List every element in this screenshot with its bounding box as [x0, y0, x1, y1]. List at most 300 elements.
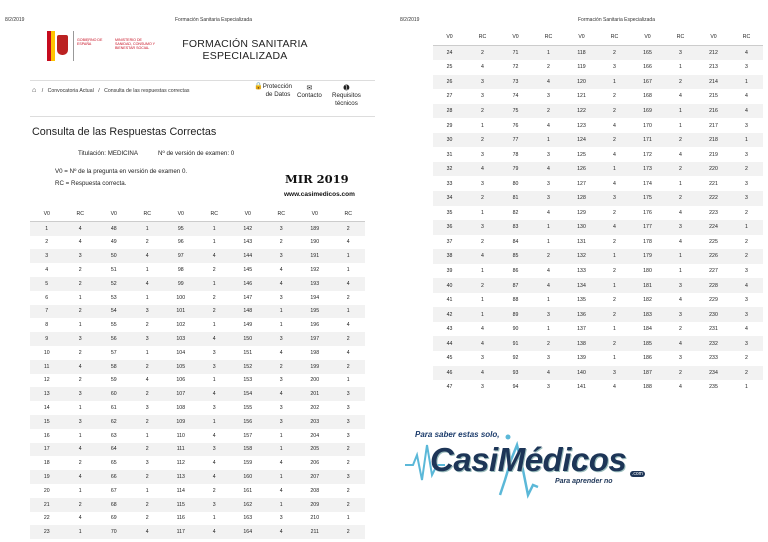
cell-question-number: 106	[176, 377, 186, 384]
cell-question-number: 90	[512, 326, 519, 333]
cell-question-number: 28	[433, 104, 466, 119]
cell-question-number: 229	[709, 297, 718, 304]
cell-correct-answer: 2	[64, 305, 98, 319]
cell-question-number: 96	[177, 239, 184, 246]
column-header-rc: RC	[332, 207, 366, 221]
cell-question-number: 99	[164, 277, 198, 291]
column-header-v0: V0	[30, 207, 64, 221]
table-row	[433, 162, 763, 177]
cell-question-number: 141	[577, 384, 586, 391]
cell-question-number: 101	[164, 305, 198, 319]
table-row	[433, 147, 763, 162]
cell-question-number: 193	[298, 277, 332, 291]
cell-correct-answer: 2	[532, 249, 565, 264]
cell-question-number: 16	[43, 432, 50, 439]
table-row	[433, 249, 763, 264]
cell-question-number: 82	[512, 209, 519, 216]
cell-question-number: 197	[298, 332, 332, 346]
cell-correct-answer: 4	[466, 249, 499, 264]
cell-correct-answer: 1	[145, 294, 149, 301]
cell-question-number: 5	[30, 277, 64, 291]
cell-question-number: 225	[709, 238, 718, 245]
cell-question-number: 3	[30, 249, 64, 263]
cell-question-number: 80	[512, 180, 519, 187]
cell-question-number: 92	[512, 355, 519, 362]
cell-correct-answer: 1	[730, 220, 763, 235]
logo-ministry-text: MINISTERIO DE SANIDAD, CONSUMO Y BIENESTAR SOCIAL	[115, 38, 156, 51]
cell-correct-answer: 2	[212, 294, 216, 301]
cell-correct-answer: 1	[198, 415, 232, 429]
cell-question-number: 102	[176, 322, 186, 329]
cell-question-number: 68	[97, 498, 131, 512]
cell-correct-answer: 2	[613, 93, 616, 100]
cell-correct-answer: 1	[346, 515, 350, 522]
cell-question-number: 64	[97, 443, 131, 457]
cell-question-number: 178	[643, 238, 652, 245]
cell-correct-answer: 4	[466, 366, 499, 381]
column-header-v0: V0	[97, 207, 131, 221]
cell-correct-answer: 2	[613, 267, 616, 274]
cell-correct-answer: 4	[279, 267, 283, 274]
government-logo[interactable]	[47, 31, 157, 61]
cell-correct-answer: 1	[332, 305, 366, 319]
cell-question-number: 10	[43, 349, 50, 356]
cell-question-number: 230	[697, 307, 730, 322]
cell-question-number: 142	[231, 221, 265, 235]
cell-question-number: 21	[30, 498, 64, 512]
cell-question-number: 137	[577, 326, 586, 333]
cell-correct-answer: 4	[679, 238, 682, 245]
cell-correct-answer: 2	[679, 326, 682, 333]
cell-question-number: 181	[631, 278, 664, 293]
nav-requisitos-line1: Requisitos	[332, 92, 361, 99]
nav-requisitos[interactable]	[332, 85, 361, 107]
cell-correct-answer: 4	[78, 239, 82, 246]
cell-correct-answer: 3	[745, 180, 748, 187]
column-header-rc: RC	[664, 30, 697, 45]
cell-question-number: 157	[243, 432, 253, 439]
cell-correct-answer: 1	[679, 180, 682, 187]
cell-question-number: 33	[446, 180, 453, 187]
cell-question-number: 147	[243, 294, 253, 301]
cell-correct-answer: 1	[78, 294, 82, 301]
cell-question-number: 184	[643, 326, 652, 333]
column-header-rc: RC	[131, 207, 165, 221]
cell-correct-answer: 2	[532, 104, 565, 119]
cell-correct-answer: 2	[145, 322, 149, 329]
cell-question-number: 61	[110, 405, 117, 412]
cell-correct-answer: 2	[613, 297, 616, 304]
cell-correct-answer: 4	[131, 249, 165, 263]
cell-correct-answer: 3	[745, 267, 748, 274]
cell-question-number: 128	[565, 191, 598, 206]
cell-question-number: 202	[310, 405, 320, 412]
cell-correct-answer: 3	[745, 151, 748, 158]
cell-question-number: 52	[97, 277, 131, 291]
cell-correct-answer: 1	[481, 267, 484, 274]
table-row	[433, 380, 763, 395]
cell-correct-answer: 3	[481, 384, 484, 391]
envelope-icon: ✉	[306, 85, 313, 92]
cell-question-number: 38	[433, 249, 466, 264]
cell-question-number: 159	[243, 460, 253, 467]
cell-correct-answer: 2	[131, 360, 165, 374]
cell-question-number: 104	[176, 349, 186, 356]
table-row	[30, 512, 365, 526]
cell-question-number: 93	[499, 366, 532, 381]
cell-question-number: 125	[577, 151, 586, 158]
cell-correct-answer: 4	[481, 64, 484, 71]
cell-correct-answer: 3	[64, 415, 98, 429]
watermark-website: www.casimedicos.com	[284, 191, 355, 198]
cell-correct-answer: 1	[212, 239, 216, 246]
cell-question-number: 118	[565, 45, 598, 60]
cell-correct-answer: 3	[131, 332, 165, 346]
cell-correct-answer: 3	[664, 45, 697, 60]
cell-correct-answer: 3	[279, 405, 283, 412]
cell-question-number: 195	[298, 305, 332, 319]
cell-question-number: 29	[446, 122, 453, 129]
cell-question-number: 185	[631, 336, 664, 351]
brand-title-line1: FORMACIÓN SANITARIA	[182, 38, 308, 50]
cell-correct-answer: 1	[145, 487, 149, 494]
cell-correct-answer: 4	[212, 460, 216, 467]
cell-correct-answer: 1	[279, 432, 283, 439]
cell-correct-answer: 3	[730, 191, 763, 206]
cell-question-number: 30	[433, 133, 466, 148]
cell-question-number: 136	[565, 307, 598, 322]
cell-correct-answer: 1	[265, 443, 299, 457]
cell-question-number: 14	[43, 405, 50, 412]
table-row	[433, 89, 763, 104]
cell-correct-answer: 1	[145, 267, 149, 274]
cell-question-number: 84	[512, 238, 519, 245]
cell-correct-answer: 3	[745, 64, 748, 71]
cell-correct-answer: 2	[64, 277, 98, 291]
cell-question-number: 76	[512, 122, 519, 129]
cell-correct-answer: 2	[78, 377, 82, 384]
print-date-right: 8/2/2019	[400, 17, 420, 23]
promo-brand-name[interactable]: CasiMédicos	[430, 441, 627, 478]
cell-correct-answer: 3	[679, 355, 682, 362]
cell-correct-answer: 4	[64, 221, 98, 235]
cell-question-number: 232	[697, 336, 730, 351]
brand-title-line2: ESPECIALIZADA	[202, 49, 288, 62]
cell-correct-answer: 3	[346, 405, 350, 412]
cell-correct-answer: 3	[598, 366, 631, 381]
cell-correct-answer: 3	[64, 249, 98, 263]
cell-question-number: 105	[164, 360, 198, 374]
table-row	[433, 322, 763, 337]
table-row	[433, 336, 763, 351]
cell-correct-answer: 4	[131, 277, 165, 291]
table-row	[30, 332, 365, 346]
page-title: Consulta de las Respuestas Correctas	[32, 126, 217, 138]
cell-question-number: 151	[243, 349, 253, 356]
cell-correct-answer: 2	[481, 238, 484, 245]
cell-question-number: 19	[30, 470, 64, 484]
cell-question-number: 143	[243, 239, 253, 246]
cell-question-number: 168	[643, 93, 652, 100]
cell-question-number: 37	[446, 238, 453, 245]
table-row	[433, 351, 763, 366]
cell-correct-answer: 4	[64, 443, 98, 457]
cell-question-number: 173	[631, 162, 664, 177]
cell-question-number: 130	[565, 220, 598, 235]
cell-correct-answer: 1	[664, 249, 697, 264]
cell-question-number: 191	[298, 249, 332, 263]
cell-correct-answer: 3	[131, 305, 165, 319]
cell-correct-answer: 4	[532, 75, 565, 90]
column-header-rc: RC	[265, 207, 299, 221]
cell-question-number: 206	[310, 460, 320, 467]
cell-question-number: 186	[643, 355, 652, 362]
table-row	[433, 176, 763, 191]
cell-correct-answer: 1	[198, 277, 232, 291]
cell-question-number: 114	[176, 487, 185, 494]
cell-correct-answer: 4	[532, 162, 565, 177]
cell-question-number: 145	[243, 267, 253, 274]
table-row	[30, 456, 365, 470]
cell-question-number: 110	[176, 432, 185, 439]
table-row	[30, 374, 365, 388]
cell-question-number: 158	[231, 443, 265, 457]
cell-question-number: 1	[30, 221, 64, 235]
cell-question-number: 148	[231, 305, 265, 319]
cell-question-number: 4	[45, 267, 49, 274]
cell-correct-answer: 3	[332, 415, 366, 429]
breadcrumb-convocatoria[interactable]: Convocatoria Actual	[47, 88, 94, 94]
cell-question-number: 60	[97, 387, 131, 401]
cell-question-number: 69	[110, 515, 117, 522]
nav-proteccion-datos[interactable]	[254, 83, 292, 98]
cell-question-number: 235	[709, 384, 718, 391]
cell-correct-answer: 2	[198, 305, 232, 319]
cell-correct-answer: 3	[547, 93, 550, 100]
cell-correct-answer: 1	[547, 238, 550, 245]
cell-correct-answer: 2	[131, 415, 165, 429]
cell-question-number: 187	[631, 366, 664, 381]
cell-question-number: 115	[164, 498, 198, 512]
cell-correct-answer: 1	[598, 249, 631, 264]
cell-question-number: 103	[164, 332, 198, 346]
cell-question-number: 34	[433, 191, 466, 206]
cell-question-number: 220	[697, 162, 730, 177]
cell-correct-answer: 1	[664, 104, 697, 119]
cell-correct-answer: 2	[466, 133, 499, 148]
cell-question-number: 63	[110, 432, 117, 439]
column-header-rc: RC	[198, 207, 232, 221]
cell-question-number: 150	[231, 332, 265, 346]
cell-question-number: 108	[176, 405, 186, 412]
cell-correct-answer: 3	[346, 432, 350, 439]
cell-question-number: 66	[97, 470, 131, 484]
cell-correct-answer: 2	[332, 360, 366, 374]
cell-question-number: 9	[30, 332, 64, 346]
cell-correct-answer: 4	[679, 93, 682, 100]
cell-correct-answer: 4	[613, 180, 616, 187]
cell-correct-answer: 4	[265, 525, 299, 539]
cell-correct-answer: 3	[466, 220, 499, 235]
column-header-v0: V0	[164, 207, 198, 221]
cell-correct-answer: 2	[730, 366, 763, 381]
cell-question-number: 189	[298, 221, 332, 235]
nav-proteccion-line1: Protección	[262, 83, 292, 90]
column-header-v0: V0	[231, 207, 265, 221]
flag-stripe	[51, 31, 55, 61]
cell-question-number: 165	[631, 45, 664, 60]
cell-correct-answer: 1	[481, 209, 484, 216]
cell-correct-answer: 3	[212, 349, 216, 356]
cell-question-number: 112	[176, 460, 185, 467]
cell-question-number: 196	[310, 322, 320, 329]
table-row	[433, 220, 763, 235]
table-row	[433, 118, 763, 133]
promo-top-text: Para saber estas solo,	[415, 430, 500, 439]
table-row	[433, 45, 763, 60]
cell-correct-answer: 3	[547, 151, 550, 158]
cell-question-number: 86	[512, 267, 519, 274]
header-divider	[30, 80, 375, 81]
cell-correct-answer: 1	[745, 384, 748, 391]
cell-correct-answer: 1	[332, 249, 366, 263]
cell-correct-answer: 4	[198, 525, 232, 539]
watermark-mir-title: MIR 2019	[285, 172, 349, 186]
cell-correct-answer: 3	[198, 360, 232, 374]
cell-question-number: 228	[697, 278, 730, 293]
cell-correct-answer: 4	[532, 278, 565, 293]
cell-question-number: 155	[243, 405, 253, 412]
cell-correct-answer: 2	[664, 162, 697, 177]
cell-correct-answer: 3	[547, 180, 550, 187]
cell-correct-answer: 4	[131, 525, 165, 539]
cell-question-number: 167	[631, 75, 664, 90]
cell-question-number: 36	[433, 220, 466, 235]
nav-contacto[interactable]	[297, 85, 322, 100]
table-row	[433, 235, 763, 250]
cell-question-number: 138	[565, 336, 598, 351]
cell-correct-answer: 3	[64, 332, 98, 346]
cell-question-number: 198	[310, 349, 320, 356]
cell-correct-answer: 3	[481, 180, 484, 187]
cell-question-number: 223	[709, 209, 718, 216]
brand-title	[170, 39, 320, 62]
table-row	[433, 60, 763, 75]
cell-question-number: 62	[97, 415, 131, 429]
cell-question-number: 119	[577, 64, 586, 71]
cell-correct-answer: 1	[679, 122, 682, 129]
cell-correct-answer: 2	[466, 191, 499, 206]
titulacion-label: Titulación: MEDICINA	[78, 150, 138, 157]
cell-correct-answer: 4	[198, 332, 232, 346]
cell-correct-answer: 4	[481, 326, 484, 333]
cell-correct-answer: 1	[212, 515, 216, 522]
table-row	[30, 525, 365, 539]
cell-correct-answer: 4	[332, 277, 366, 291]
logo-government-text: GOBIERNO DE ESPAÑA	[77, 38, 103, 47]
cell-correct-answer: 2	[598, 133, 631, 148]
cell-question-number: 164	[231, 525, 265, 539]
cell-question-number: 224	[697, 220, 730, 235]
cell-correct-answer: 2	[664, 191, 697, 206]
cell-correct-answer: 4	[198, 249, 232, 263]
cell-question-number: 31	[446, 151, 453, 158]
column-header-v0: V0	[298, 207, 332, 221]
cell-question-number: 162	[231, 498, 265, 512]
cell-question-number: 120	[565, 75, 598, 90]
home-icon[interactable]: ⌂	[32, 87, 37, 94]
table-row	[433, 75, 763, 90]
cell-correct-answer: 2	[547, 64, 550, 71]
coat-of-arms-icon	[57, 35, 68, 55]
cell-question-number: 208	[310, 487, 320, 494]
cell-correct-answer: 2	[131, 387, 165, 401]
cell-question-number: 15	[30, 415, 64, 429]
table-row	[30, 236, 365, 250]
cell-question-number: 179	[631, 249, 664, 264]
cell-correct-answer: 4	[279, 487, 283, 494]
column-header-rc: RC	[466, 30, 499, 45]
cell-correct-answer: 3	[481, 355, 484, 362]
cell-question-number: 71	[499, 45, 532, 60]
cell-question-number: 44	[433, 336, 466, 351]
cell-question-number: 146	[231, 277, 265, 291]
cell-question-number: 172	[643, 151, 652, 158]
cell-question-number: 41	[446, 297, 453, 304]
cell-correct-answer: 1	[547, 326, 550, 333]
cell-question-number: 132	[565, 249, 598, 264]
cell-correct-answer: 1	[598, 162, 631, 177]
cell-correct-answer: 2	[598, 336, 631, 351]
cell-question-number: 32	[433, 162, 466, 177]
cell-question-number: 174	[643, 180, 652, 187]
cell-correct-answer: 4	[78, 515, 82, 522]
cell-correct-answer: 4	[679, 297, 682, 304]
cell-correct-answer: 2	[78, 349, 82, 356]
cell-question-number: 91	[499, 336, 532, 351]
cell-question-number: 190	[310, 239, 320, 246]
cell-question-number: 109	[164, 415, 198, 429]
cell-question-number: 13	[30, 387, 64, 401]
cell-question-number: 43	[446, 326, 453, 333]
cell-question-number: 47	[446, 384, 453, 391]
table-row	[30, 498, 365, 512]
cell-correct-answer: 4	[613, 122, 616, 129]
cell-correct-answer: 1	[212, 322, 216, 329]
cell-correct-answer: 1	[265, 470, 299, 484]
cell-question-number: 42	[433, 307, 466, 322]
table-row	[30, 429, 365, 443]
table-header-row	[433, 30, 763, 45]
nav-requisitos-line2: técnicos	[335, 99, 358, 107]
cell-question-number: 149	[243, 322, 253, 329]
cell-correct-answer: 2	[265, 360, 299, 374]
promo-domain-badge: .com	[632, 471, 643, 477]
cell-correct-answer: 3	[730, 336, 763, 351]
cell-question-number: 2	[45, 239, 49, 246]
cell-correct-answer: 2	[730, 162, 763, 177]
cell-question-number: 49	[110, 239, 117, 246]
cell-correct-answer: 3	[279, 294, 283, 301]
cell-correct-answer: 2	[145, 239, 149, 246]
cell-correct-answer: 2	[212, 487, 216, 494]
legend-rc: RC = Respuesta correcta.	[55, 180, 127, 187]
cell-correct-answer: 3	[265, 249, 299, 263]
table-row	[30, 277, 365, 291]
cell-question-number: 166	[643, 64, 652, 71]
cell-question-number: 81	[499, 191, 532, 206]
cell-question-number: 12	[43, 377, 50, 384]
